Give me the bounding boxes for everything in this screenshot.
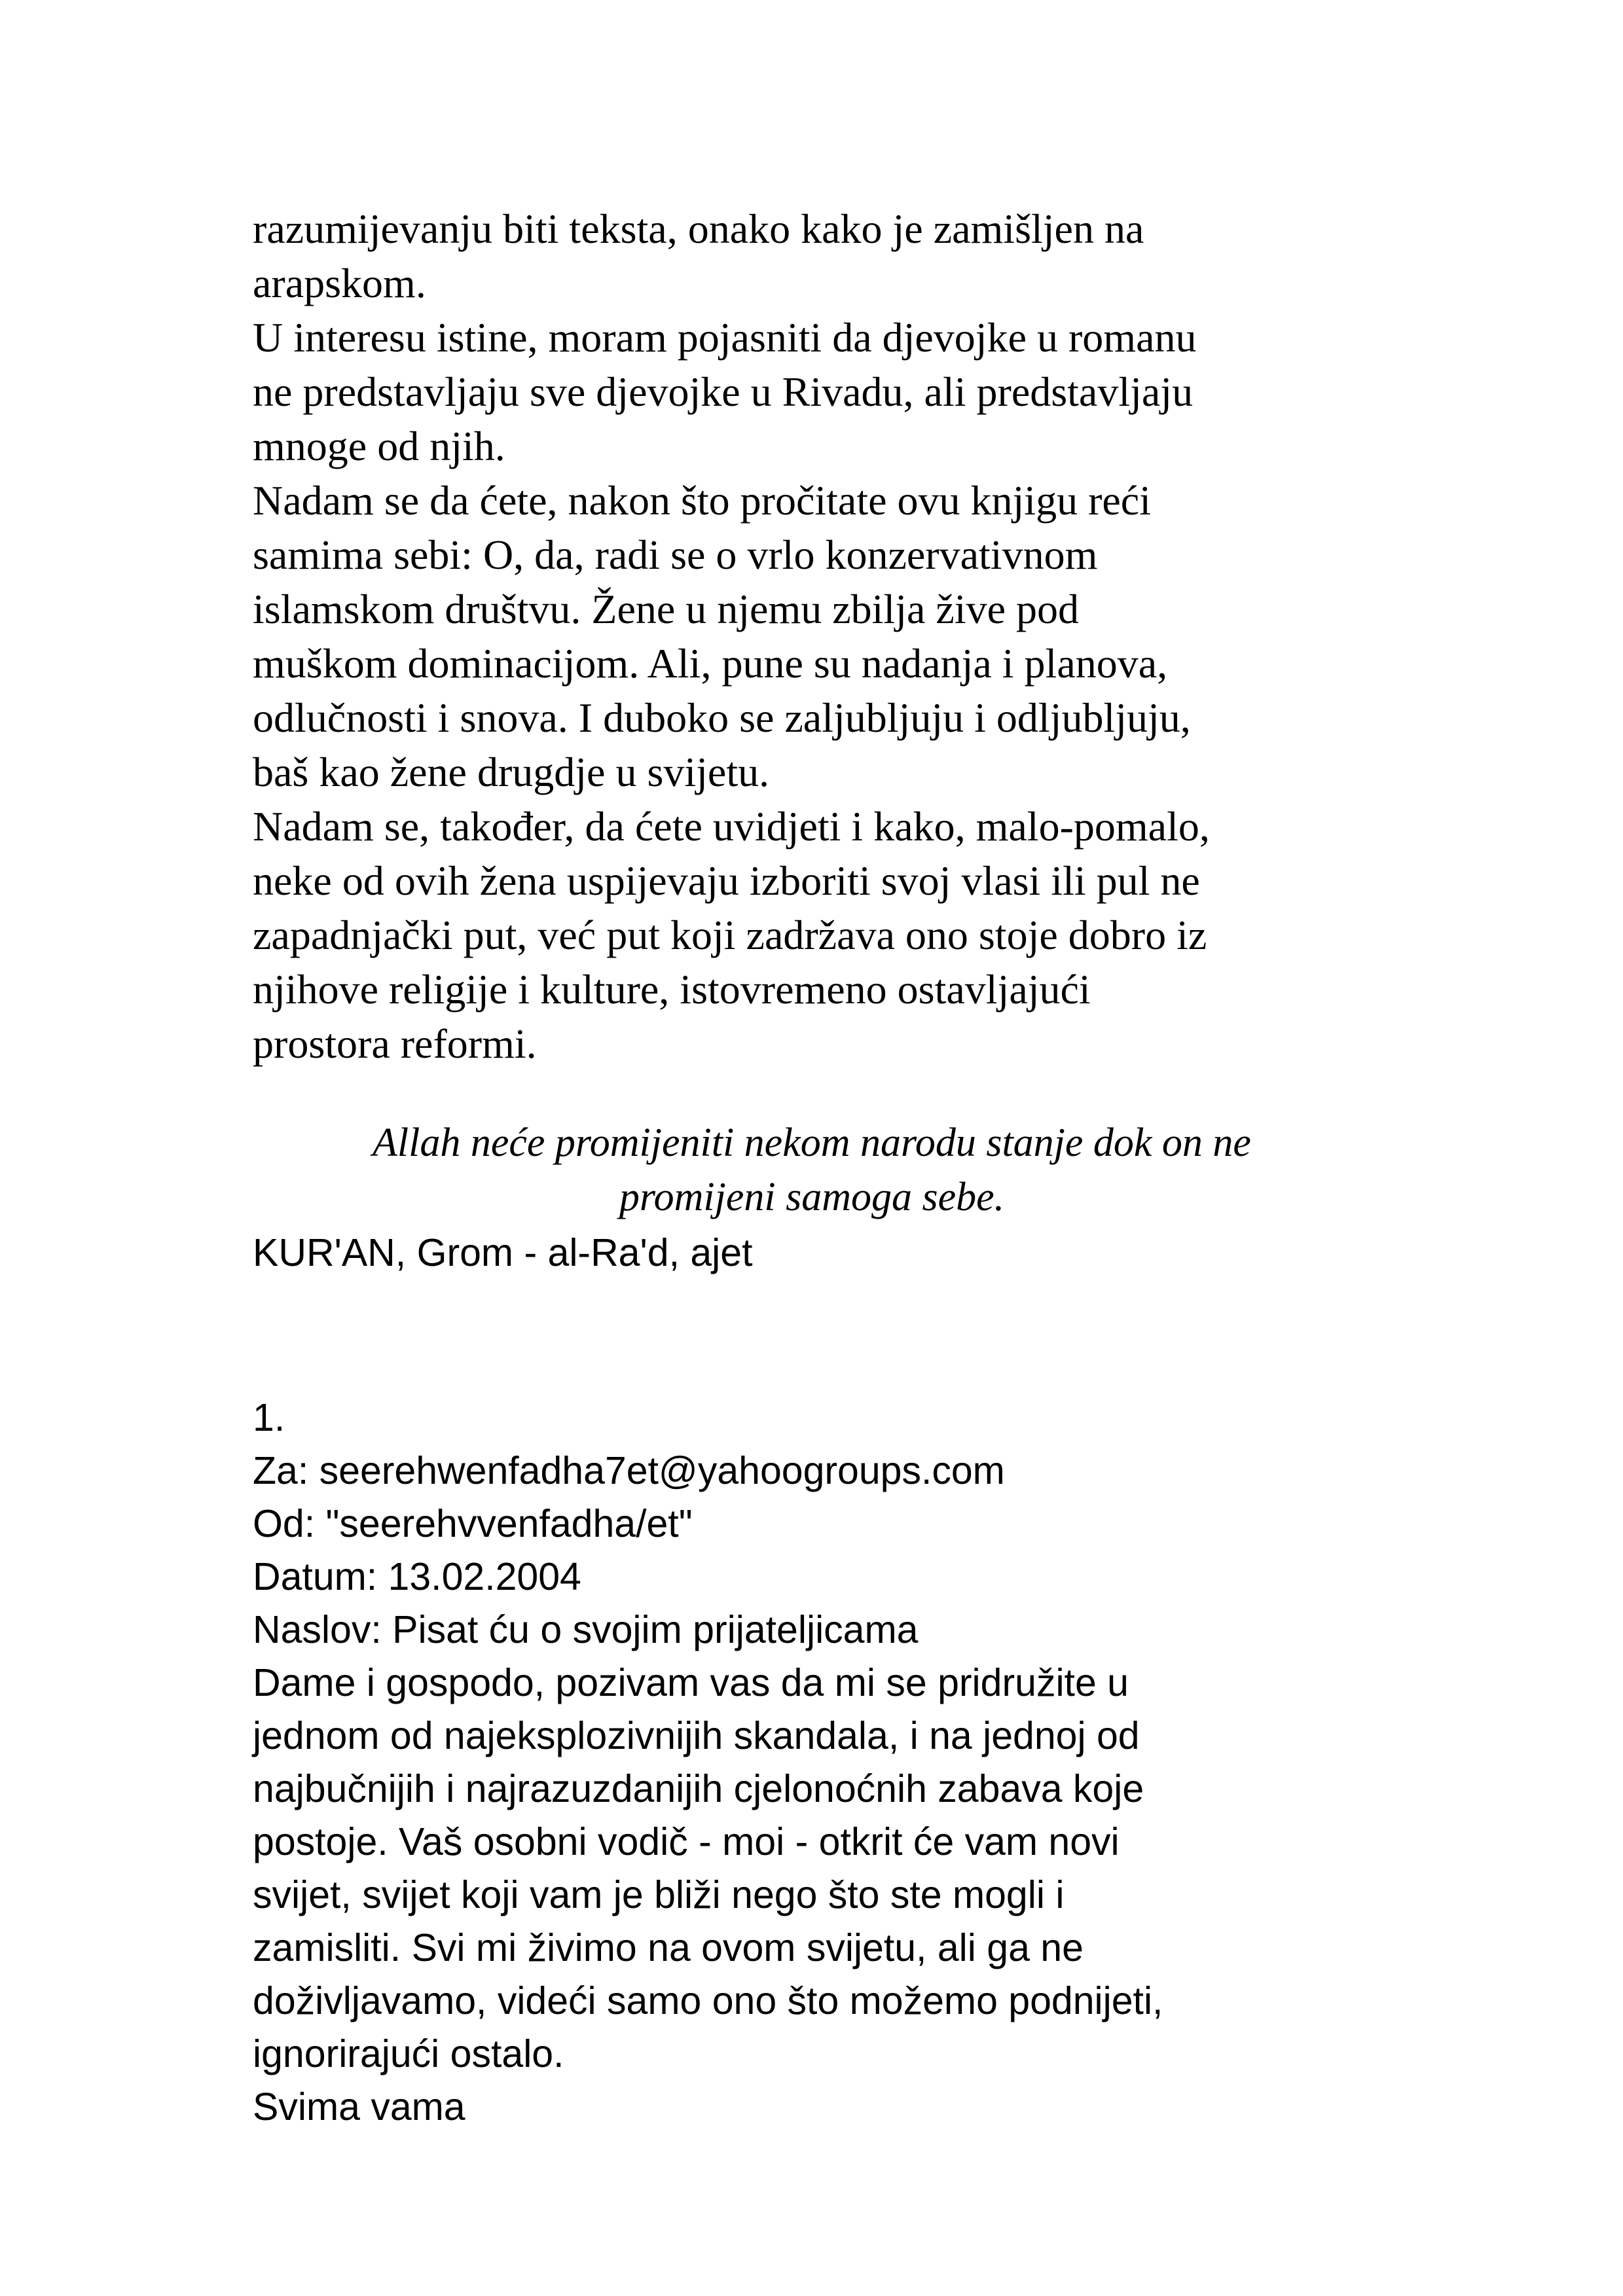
text-line: najbučnijih i najrazuzdanijih cjelonoćnih zabava koje [253,1767,1144,1810]
text-line: muškom dominacijom. Ali, pune su nadanja i planova, [253,640,1168,687]
text-line: Svima vama [253,2085,465,2128]
text-line: samima sebi: O, da, radi se o vrlo konzervativnom [253,531,1098,578]
epigraph-source: KUR'AN, Grom - al-Ra'd, ajet [253,1231,753,1274]
email-to: Za: seerehwenfadha7et@yahoogroups.com [253,1449,1005,1492]
text-line: postoje. Vaš osobni vodič - moi - otkrit će vam novi [253,1820,1120,1863]
text-line: ignorirajući ostalo. [253,2032,564,2075]
text-line: svijet, svijet koji vam je bliži nego što ste mogli i [253,1873,1065,1916]
epigraph-line: promijeni samoga sebe. [619,1175,1005,1219]
text-line: ne predstavljaju sve djevojke u Rivadu, ali predstavljaju [253,368,1194,415]
text-line: prostora reformi. [253,1020,537,1067]
text-line: doživljavamo, videći samo ono što možemo podnijeti, [253,1979,1163,2022]
email-subject: Naslov: Pisat ću o svojim prijateljicama [253,1608,919,1651]
text-line: neke od ovih žena uspijevaju izboriti svoj vlasi ili pul ne [253,857,1200,904]
text-line: njihove religije i kulture, istovremeno ostavljajući [253,966,1091,1013]
email-from: Od: "seerehvvenfadha/et" [253,1502,693,1545]
text-line: Nadam se, također, da ćete uvidjeti i kako, malo-pomalo, [253,803,1210,850]
epigraph-line: Allah neće promijeniti nekom narodu stanje dok on ne [373,1121,1251,1165]
text-line: jednom od najeksplozivnijih skandala, i na jednoj od [253,1714,1140,1757]
text-line: mnoge od njih. [253,423,505,469]
text-line: zapadnjački put, već put koji zadržava ono stoje dobro iz [253,912,1207,958]
text-line: odlučnosti i snova. I duboko se zaljubljuju i odljubljuju, [253,694,1191,741]
email-date: Datum: 13.02.2004 [253,1555,581,1598]
text-line: razumijevanju biti teksta, onako kako je zamišljen na [253,206,1144,252]
text-line: zamisliti. Svi mi živimo na ovom svijetu, ali ga ne [253,1926,1084,1969]
chapter-number: 1. [253,1396,285,1439]
text-line: baš kao žene drugdje u svijetu. [253,749,770,795]
text-line: Dame i gospodo, pozivam vas da mi se pridružite u [253,1661,1129,1704]
text-line: Nadam se da ćete, nakon što pročitate ovu knjigu reći [253,477,1151,524]
text-line: islamskom društvu. Žene u njemu zbilja žive pod [253,586,1079,632]
text-line: arapskom. [253,260,426,306]
text-line: U interesu istine, moram pojasniti da djevojke u romanu [253,314,1197,361]
